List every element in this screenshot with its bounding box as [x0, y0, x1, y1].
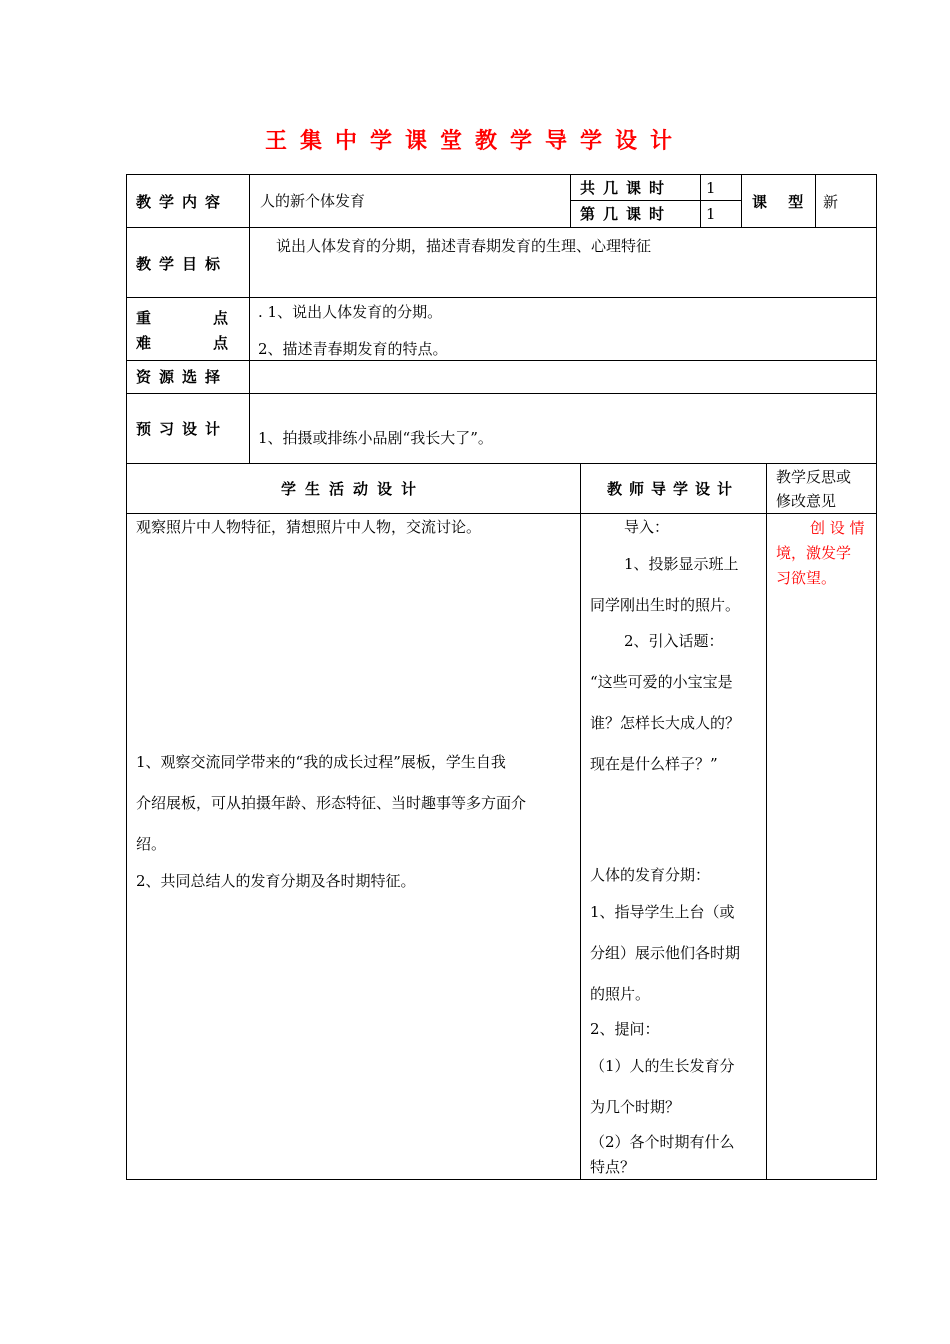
teacher-guide-line: 分组）展示他们各时期	[590, 944, 741, 962]
reflection-column-header: 教学反思或	[776, 468, 852, 486]
teacher-guide-line: 人体的发育分期：	[590, 866, 711, 884]
objective-text: 说出人体发育的分期，描述青春期发育的生理、心理特征	[276, 237, 652, 255]
student-activity-line: 介绍展板，可从拍摄年龄、形态特征、当时趣事等多方面介	[136, 794, 527, 812]
preview-label: 预习设计	[136, 420, 229, 438]
teacher-guide-line: 1、指导学生上台（或	[590, 903, 735, 921]
lesson-number-value: 1	[706, 205, 716, 223]
reflection-note-line: 境，激发学	[776, 544, 852, 562]
teacher-guide-line: （1）人的生长发育分	[590, 1057, 735, 1075]
teacher-guide-line: 导入：	[624, 518, 670, 536]
total-hours-value: 1	[706, 179, 716, 197]
lesson-number-label: 第几课时	[580, 205, 673, 223]
content-value: 人的新个体发育	[260, 192, 366, 210]
resources-label: 资源选择	[136, 368, 229, 386]
teacher-guide-line: 1、投影显示班上	[624, 555, 739, 573]
page-title: 王集中学课堂教学导学设计	[264, 128, 685, 154]
preview-text: 1、拍摄或排练小品剧“我长大了”。	[258, 429, 493, 447]
teacher-guide-line: 特点？	[590, 1158, 636, 1176]
reflection-column-header-2: 修改意见	[776, 492, 837, 510]
student-activity-line: 2、共同总结人的发育分期及各时期特征。	[136, 872, 416, 890]
key-point-line: . 1、说出人体发育的分期。	[258, 303, 443, 321]
student-activity-line: 观察照片中人物特征，猜想照片中人物，交流讨论。	[136, 518, 482, 536]
lesson-type-value: 新	[823, 193, 839, 211]
student-activity-line: 1、观察交流同学带来的“我的成长过程”展板，学生自我	[136, 753, 506, 771]
reflection-note-line: 创 设 情	[810, 519, 865, 537]
difficulties-label: 难 点	[136, 334, 228, 352]
objective-label: 教学目标	[136, 255, 229, 273]
difficulty-line: 2、描述青春期发育的特点。	[258, 340, 448, 358]
teacher-guide-line: 的照片。	[590, 985, 651, 1003]
teacher-guide-line: 同学刚出生时的照片。	[590, 596, 741, 614]
reflection-note-line: 习欲望。	[776, 569, 837, 587]
teacher-guide-line: 现在是什么样子？”	[590, 755, 718, 773]
key-points-label: 重 点	[136, 309, 228, 327]
teacher-guide-line: （2）各个时期有什么	[590, 1133, 735, 1151]
teacher-guide-line: “这些可爱的小宝宝是	[590, 673, 733, 691]
teacher-guide-line: 2、提问：	[590, 1020, 660, 1038]
teacher-guide-line: 谁？怎样长大成人的？	[590, 714, 741, 732]
teacher-guide-line: 为几个时期？	[590, 1098, 681, 1116]
student-column-header: 学生活动设计	[280, 480, 425, 498]
teacher-guide-line: 2、引入话题：	[624, 632, 724, 650]
student-activity-line: 绍。	[136, 835, 167, 853]
teacher-column-header: 教师导学设计	[606, 480, 739, 498]
content-label: 教学内容	[136, 193, 229, 211]
lesson-type-label: 课 型	[752, 193, 812, 211]
total-hours-label: 共几课时	[580, 179, 673, 197]
